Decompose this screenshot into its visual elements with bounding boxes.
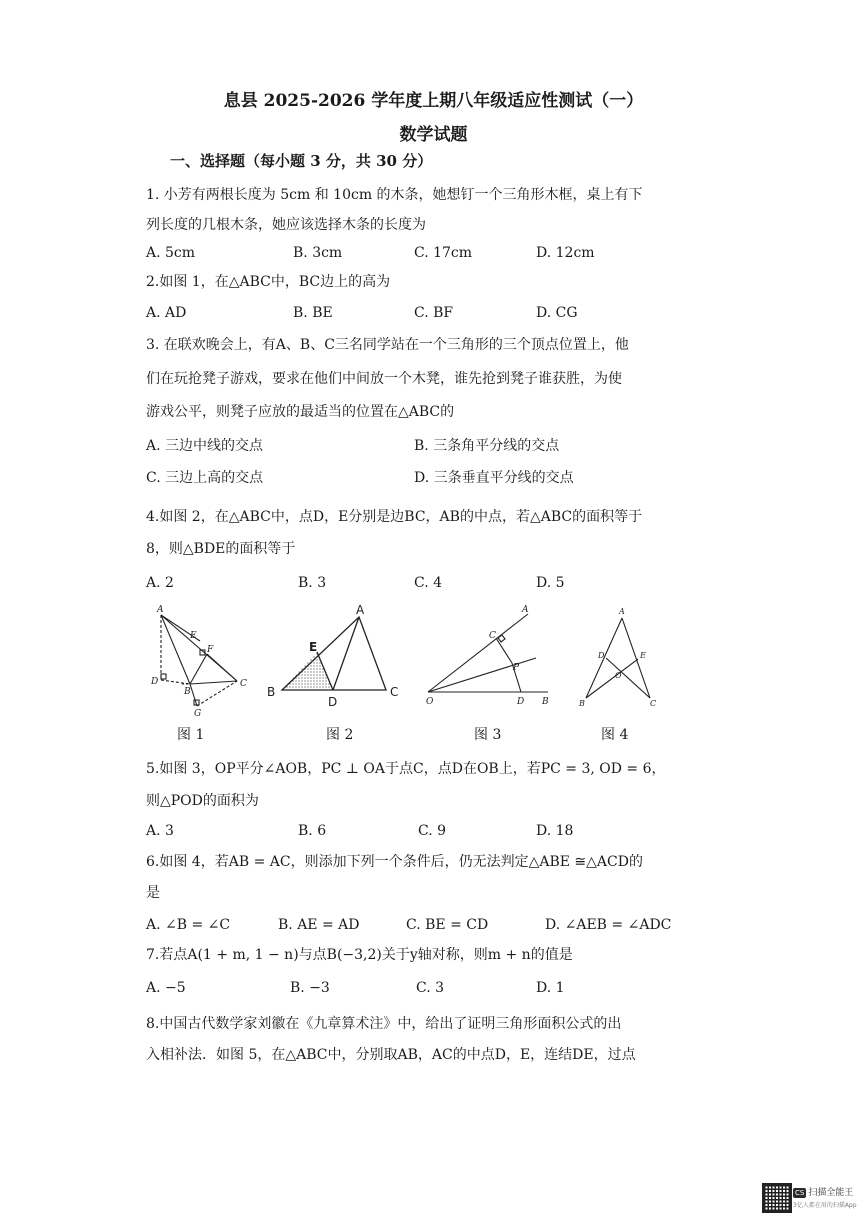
figure-4 — [572, 602, 662, 712]
q6-line2: 是 — [146, 885, 160, 901]
fig3-label-c: C — [489, 631, 496, 641]
fig4-label-a: A — [619, 607, 625, 616]
q4-option-d: D. 5 — [536, 575, 565, 591]
fig1-label-g: G — [194, 709, 202, 719]
q6-option-a: A. ∠B = ∠C — [146, 917, 231, 933]
fig3-label-d: D — [517, 697, 525, 707]
q5-line2: 则△POD的面积为 — [146, 793, 259, 809]
q5-option-b: B. 6 — [298, 823, 327, 839]
q3-line2: 们在玩抢凳子游戏，要求在他们中间放一个木凳，谁先抢到凳子谁获胜，为使 — [146, 371, 622, 387]
q5-option-a: A. 3 — [146, 823, 174, 839]
q3-line1: 3. 在联欢晚会上，有A、B、C三名同学站在一个三角形的三个顶点位置上，他 — [146, 337, 629, 353]
q2-option-b: B. BE — [293, 305, 333, 321]
q7-option-b: B. −3 — [290, 980, 330, 996]
q3-option-b: B. 三条角平分线的交点 — [414, 438, 560, 454]
q5-line1: 5.如图 3，OP平分∠AOB，PC ⊥ OA于点C，点D在OB上，若PC = 3, OD = 6， — [146, 761, 666, 777]
scanner-watermark — [793, 1185, 853, 1198]
q8-line1: 8.中国古代数学家刘徽在《九章算术注》中，给出了证明三角形面积公式的出 — [146, 1016, 622, 1032]
q8-line2: 入相补法．如图 5，在△ABC中，分别取AB，AC的中点D，E，连结DE，过点 — [146, 1047, 636, 1063]
q3-line3: 游戏公平，则凳子应放的最适当的位置在△ABC的 — [146, 404, 455, 420]
figure-3 — [418, 600, 560, 710]
q7-line1: 7.若点A(1 + m, 1 − n)与点B(−3,2)关于y轴对称，则m + n的值是 — [146, 947, 573, 963]
fig2-caption: 图 2 — [326, 727, 354, 743]
q3-option-a: A. 三边中线的交点 — [146, 438, 264, 454]
q3-option-c: C. 三边上高的交点 — [146, 470, 264, 486]
fig1-label-f: F — [207, 645, 214, 655]
scanner-tagline: 3亿人都在用的扫描App — [793, 1202, 857, 1209]
fig2-label-a: A — [356, 603, 365, 617]
q5-option-d: D. 18 — [536, 823, 574, 839]
fig3-caption: 图 3 — [474, 727, 502, 743]
fig4-caption: 图 4 — [601, 727, 629, 743]
fig3-label-p: P — [513, 663, 520, 673]
q4-option-b: B. 3 — [298, 575, 327, 591]
exam-title: 息县 2025-2026 学年度上期八年级适应性测试（一） — [223, 91, 644, 111]
fig2-label-c: C — [390, 685, 399, 699]
q1-option-d: D. 12cm — [536, 245, 595, 261]
qr-code-icon — [762, 1183, 792, 1213]
fig1-label-a: A — [157, 605, 164, 615]
fig4-label-d: D — [598, 651, 605, 660]
figure-2 — [262, 602, 412, 712]
q2-option-a: A. AD — [146, 305, 187, 321]
figure-1 — [140, 602, 260, 720]
fig1-label-d: D — [151, 677, 159, 687]
q2-option-c: C. BF — [414, 305, 454, 321]
fig4-label-c: C — [650, 699, 657, 708]
fig3-label-a: A — [522, 605, 529, 615]
fig4-label-o: O — [615, 671, 622, 680]
q2-line1: 2.如图 1，在△ABC中，BC边上的高为 — [146, 274, 391, 290]
q4-line2: 8，则△BDE的面积等于 — [146, 541, 296, 557]
fig4-label-b: B — [579, 699, 585, 708]
scanner-logo-icon: CS — [795, 1189, 805, 1197]
q7-option-d: D. 1 — [536, 980, 565, 996]
fig2-label-d: D — [328, 695, 338, 709]
fig1-label-c: C — [240, 679, 247, 689]
q6-option-d: D. ∠AEB = ∠ADC — [545, 917, 672, 933]
exam-subtitle: 数学试题 — [399, 125, 468, 145]
fig1-caption: 图 1 — [177, 727, 205, 743]
q6-option-b: B. AE = AD — [278, 917, 360, 933]
q6-option-c: C. BE = CD — [406, 917, 489, 933]
fig1-label-b: B — [184, 687, 191, 697]
q1-option-b: B. 3cm — [293, 245, 343, 261]
fig2-label-e: E — [309, 640, 318, 654]
q4-option-c: C. 4 — [414, 575, 443, 591]
q1-line1: 1. 小芳有两根长度为 5cm 和 10cm 的木条，她想钉一个三角形木框，桌上有下 — [146, 187, 643, 203]
q1-option-a: A. 5cm — [146, 245, 196, 261]
fig3-label-b: B — [542, 697, 549, 707]
q3-option-d: D. 三条垂直平分线的交点 — [414, 470, 574, 486]
q2-option-d: D. CG — [536, 305, 578, 321]
q1-line2: 列长度的几根木条，她应该选择木条的长度为 — [146, 217, 426, 233]
q7-option-c: C. 3 — [416, 980, 445, 996]
fig1-label-e: E — [190, 631, 197, 641]
q4-line1: 4.如图 2，在△ABC中，点D，E分别是边BC，AB的中点，若△ABC的面积等于 — [146, 509, 643, 525]
fig3-label-o: O — [426, 697, 434, 707]
q7-option-a: A. −5 — [146, 980, 186, 996]
fig4-label-e: E — [640, 651, 646, 660]
section-heading: 一、选择题（每小题 3 分，共 30 分） — [170, 152, 433, 170]
scanner-name: 扫描全能王 — [808, 1188, 854, 1198]
q1-option-c: C. 17cm — [414, 245, 473, 261]
q4-option-a: A. 2 — [146, 575, 174, 591]
q5-option-c: C. 9 — [418, 823, 447, 839]
q6-line1: 6.如图 4，若AB = AC，则添加下列一个条件后，仍无法判定△ABE ≅△ACD的 — [146, 854, 643, 870]
fig2-label-b: B — [267, 685, 276, 699]
